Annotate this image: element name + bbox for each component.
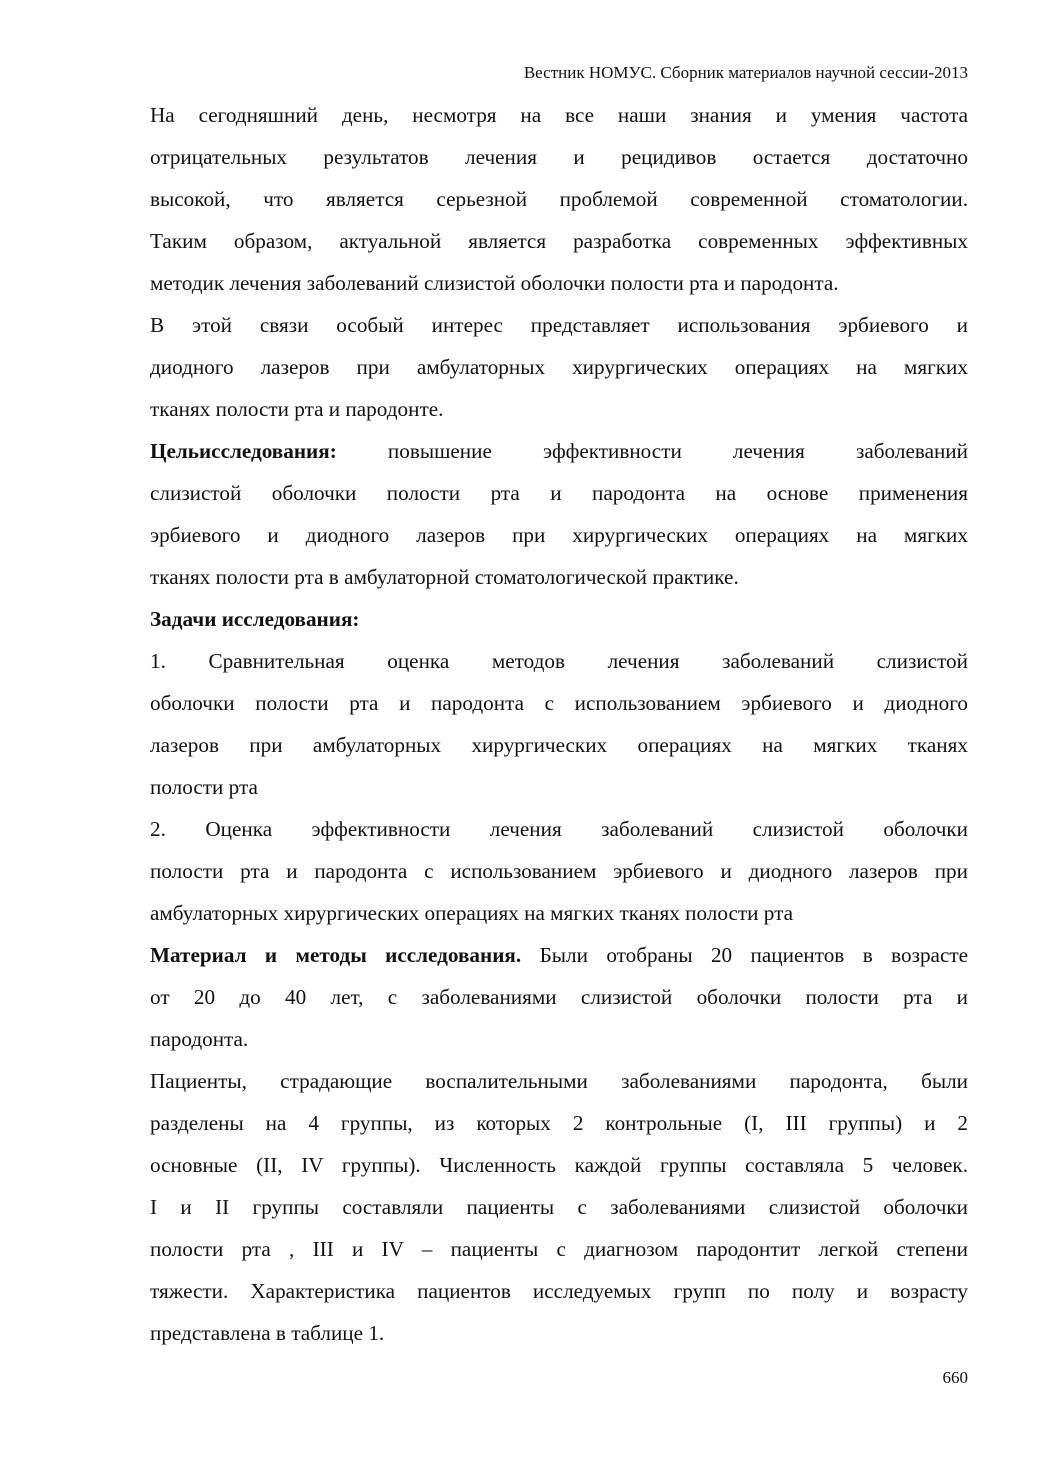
paragraph-patients: [150, 1060, 968, 1354]
page-number: 660: [942, 1368, 968, 1387]
aim-text: повышение эффективности лечения заболеваний: [336, 439, 968, 463]
paragraph-task-1: [150, 640, 968, 808]
methods-label: Материал и методы исследования.: [150, 943, 522, 967]
text-line: высокой, что является серьезной проблемой современной стоматологии.: [150, 187, 968, 211]
text-line: пародонта.: [150, 1027, 249, 1051]
text-line: полости рта и пародонта с использованием эрбиевого и диодного лазеров при: [150, 859, 968, 883]
text-line: На сегодняшний день, несмотря на все наши знания и умения частота: [150, 103, 968, 127]
text-line: тканях полости рта в амбулаторной стоматологической практике.: [150, 565, 739, 589]
paragraph-interest: [150, 304, 968, 430]
text-line: В этой связи особый интерес представляет использования эрбиевого и: [150, 313, 968, 337]
text-line: тяжести. Характеристика пациентов исследуемых групп по полу и возрасту: [150, 1279, 968, 1303]
text-line: основные (II, IV группы). Численность каждой группы составляла 5 человек.: [150, 1153, 968, 1177]
text-line: оболочки полости рта и пародонта с использованием эрбиевого и диодного: [150, 691, 968, 715]
text-line: лазеров при амбулаторных хирургических операциях на мягких тканях: [150, 733, 968, 757]
text-line: слизистой оболочки полости рта и пародонта на основе применения: [150, 481, 968, 505]
paragraph-methods: [150, 934, 968, 1060]
text-line: представлена в таблице 1.: [150, 1321, 385, 1345]
running-header: Вестник НОМУС. Сборник материалов научной сессии-2013: [523, 63, 968, 82]
text-line: [150, 430, 968, 472]
text-line: 2. Оценка эффективности лечения заболеваний слизистой оболочки: [150, 817, 968, 841]
text-line: Таким образом, актуальной является разработка современных эффективных: [150, 229, 968, 253]
text-line: диодного лазеров при амбулаторных хирургических операциях на мягких: [150, 355, 968, 379]
aim-label: Цельисследования:: [150, 439, 337, 463]
paragraph-aim: [150, 430, 968, 598]
text-line: амбулаторных хирургических операциях на мягких тканях полости рта: [150, 901, 794, 925]
text-line: I и II группы составляли пациенты с заболеваниями слизистой оболочки: [150, 1195, 968, 1219]
paragraph-intro: [150, 94, 968, 304]
paragraph-task-2: [150, 808, 968, 934]
text-line: методик лечения заболеваний слизистой оболочки полости рта и пародонта.: [150, 271, 839, 295]
text-line: отрицательных результатов лечения и рецидивов остается достаточно: [150, 145, 968, 169]
body-text: [150, 94, 968, 1354]
text-line: полости рта , III и IV – пациенты с диагнозом пародонтит легкой степени: [150, 1237, 968, 1261]
tasks-heading: Задачи исследования:: [150, 607, 360, 631]
text-line: разделены на 4 группы, из которых 2 контрольные (I, III группы) и 2: [150, 1111, 968, 1135]
text-line: Пациенты, страдающие воспалительными заболеваниями пародонта, были: [150, 1069, 968, 1093]
text-line: полости рта: [150, 775, 258, 799]
text-line: эрбиевого и диодного лазеров при хирургических операциях на мягких: [150, 523, 968, 547]
text-line: от 20 до 40 лет, с заболеваниями слизистой оболочки полости рта и: [150, 985, 968, 1009]
text-line: [150, 934, 968, 976]
methods-text: Были отобраны 20 пациентов в возрасте: [521, 943, 969, 967]
text-line: 1. Сравнительная оценка методов лечения заболеваний слизистой: [150, 649, 968, 673]
text-line: тканях полости рта и пародонте.: [150, 397, 444, 421]
paragraph-tasks-heading: [150, 598, 968, 640]
